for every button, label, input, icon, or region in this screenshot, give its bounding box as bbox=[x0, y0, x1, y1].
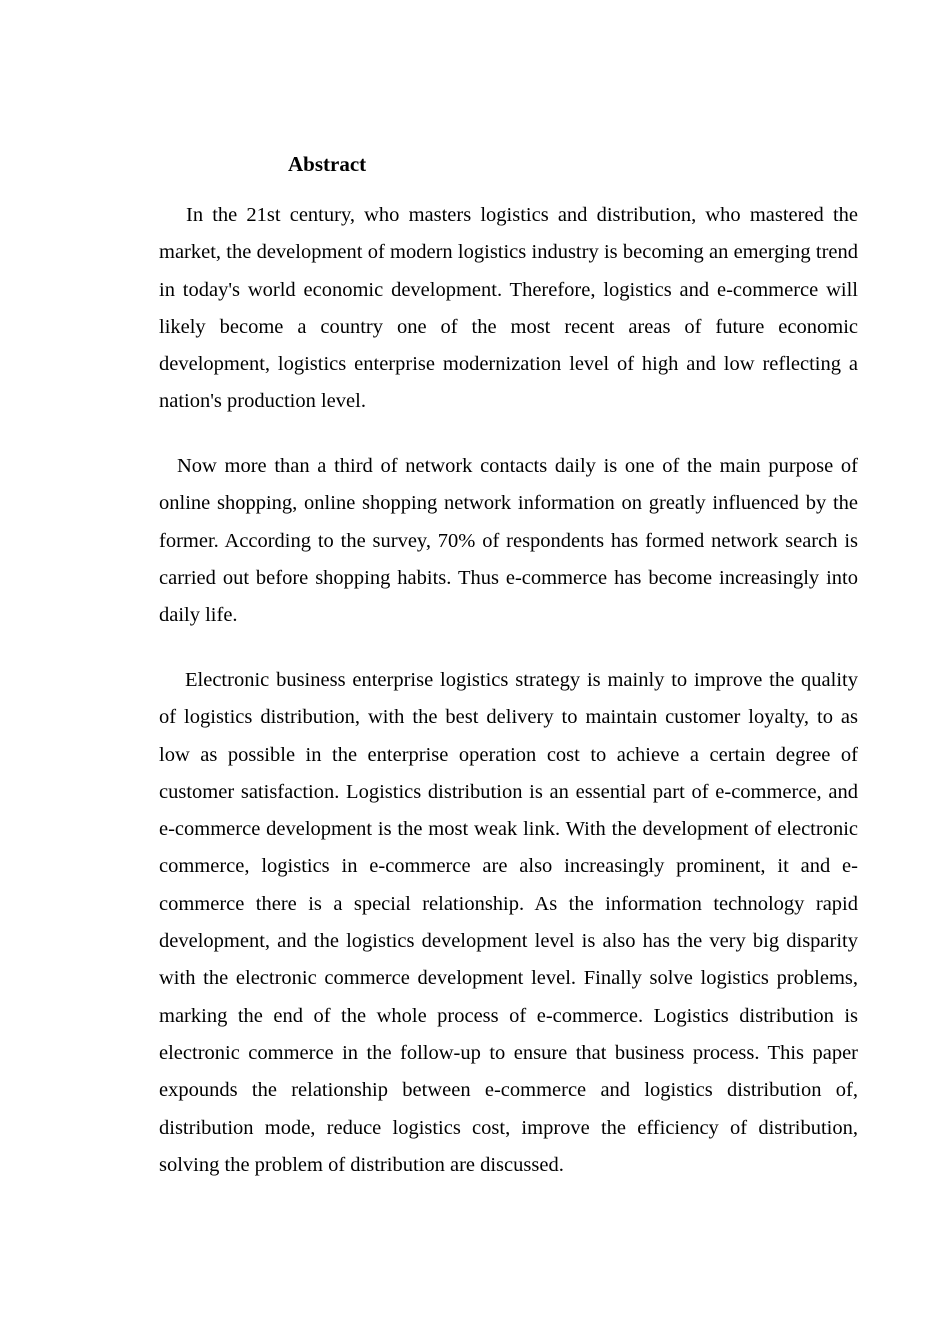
abstract-heading: Abstract bbox=[288, 152, 367, 176]
abstract-paragraph-3: Electronic business enterprise logistics strategy is mainly to improve the quality of logistics distribution, with the best delivery to maintain customer loyalty, to as low as possible in the enterprise operation cost to achieve a certain degree of customer satisfaction. Logistics distribution is an essential part of e-commerce, and e-commerce development is the most weak link. With the development of electronic commerce, logistics in e-commerce are also increasingly prominent, it and e-commerce there is a special relationship. As the information technology rapid development, and the logistics development level is also has the very big disparity with the electronic commerce development level. Finally solve logistics problems, marking the end of the whole process of e-commerce. Logistics distribution is electronic commerce in the follow-up to ensure that business process. This paper expounds the relationship between e-commerce and logistics distribution of, distribution mode, reduce logistics cost, improve the efficiency of distribution, solving the problem of distribution are discussed. bbox=[159, 669, 858, 1176]
abstract-paragraph-1: In the 21st century, who masters logistics and distribution, who mastered the market, the development of modern logistics industry is becoming an emerging trend in today's world economic development. Therefore, logistics and e-commerce will likely become a country one of the most recent areas of future economic development, logistics enterprise modernization level of high and low reflecting a nation's production level. bbox=[159, 204, 858, 413]
abstract-paragraph-2: Now more than a third of network contacts daily is one of the main purpose of online shopping, online shopping network information on greatly influenced by the former. According to the survey, 70% of respondents has formed network search is carried out before shopping habits. Thus e-commerce has become increasingly into daily life. bbox=[159, 455, 858, 627]
